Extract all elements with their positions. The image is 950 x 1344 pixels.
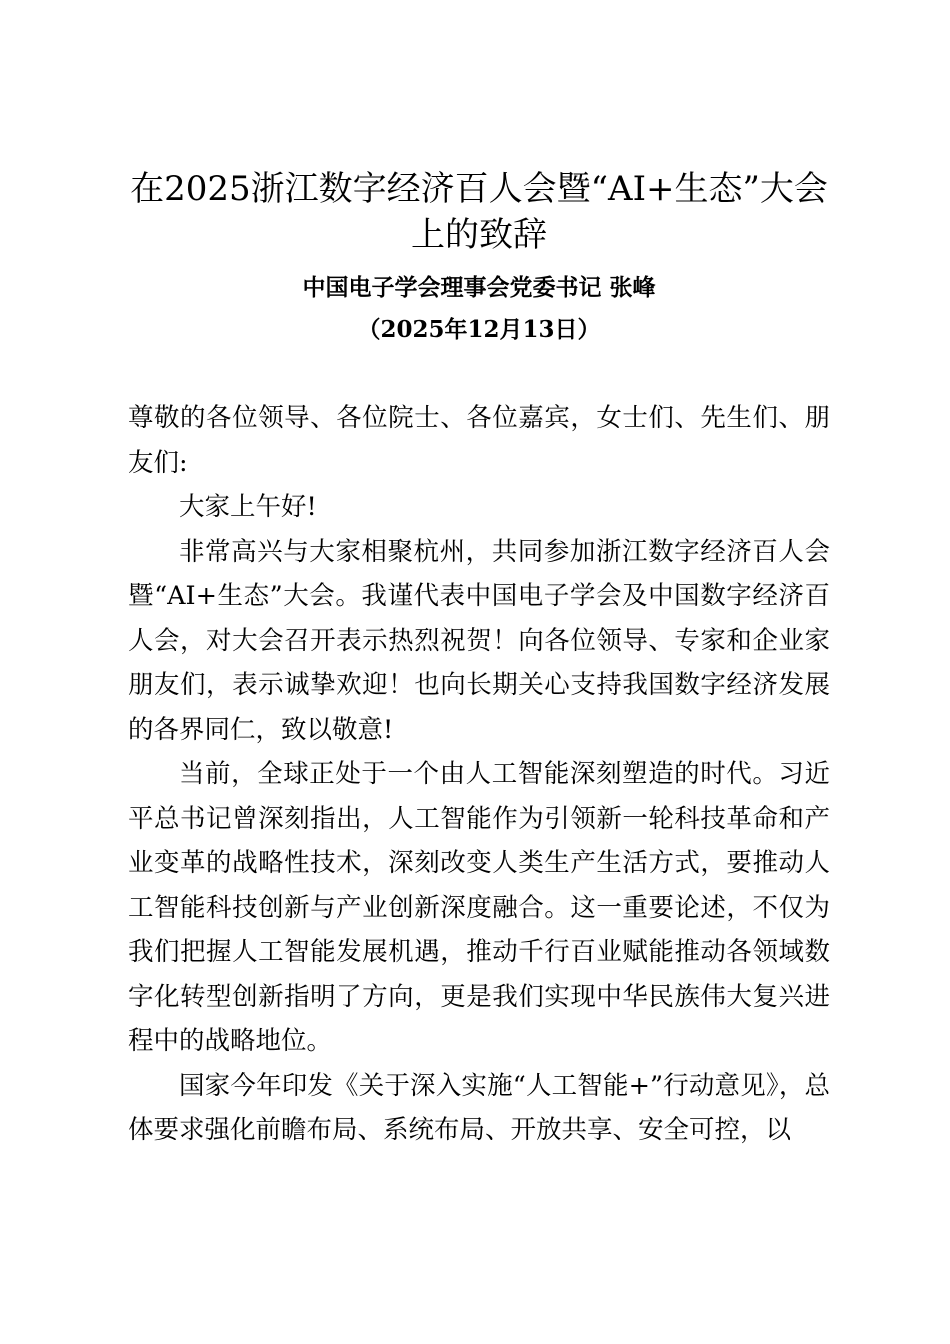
greeting-paragraph: 大家上午好! [179,492,317,522]
date-line: （2025年12月13日） [357,316,601,343]
speech-body [128,396,830,1153]
document-content [128,166,830,1153]
salutation-paragraph: 尊敬的各位领导、各位院士、各位嘉宾，女士们、先生们、朋友们: [128,403,830,478]
document-title: 在2025浙江数字经济百人会暨“AI+生态”大会上的致辞 [130,169,828,255]
welcome-paragraph: 非常高兴与大家相聚杭州，共同参加浙江数字经济百人会暨“AI+生态”大会。我谨代表中国电子学会及中国数字经济百人会，对大会召开表示热烈祝贺！向各位领导、专家和企业家朋友们，表示诚挚欢迎！也向长期关心支持我国数字经济发展的各界同仁，致以敬意! [128,536,830,745]
era-paragraph: 当前，全球正处于一个由人工智能深刻塑造的时代。习近平总书记曾深刻指出，人工智能作为引领新一轮科技革命和产业变革的战略性技术，深刻改变人类生产生活方式，要推动人工智能科技创新与产业创新深度融合。这一重要论述，不仅为我们把握人工智能发展机遇，推动千行百业赋能推动各领域数字化转型创新指明了方向，更是我们实现中华民族伟大复兴进程中的战略地位。 [128,759,830,1056]
policy-paragraph: 国家今年印发《关于深入实施“人工智能+”行动意见》，总体要求强化前瞻布局、系统布局、开放共享、安全可控，以 [128,1070,830,1145]
author-line: 中国电子学会理事会党委书记 张峰 [302,274,656,301]
